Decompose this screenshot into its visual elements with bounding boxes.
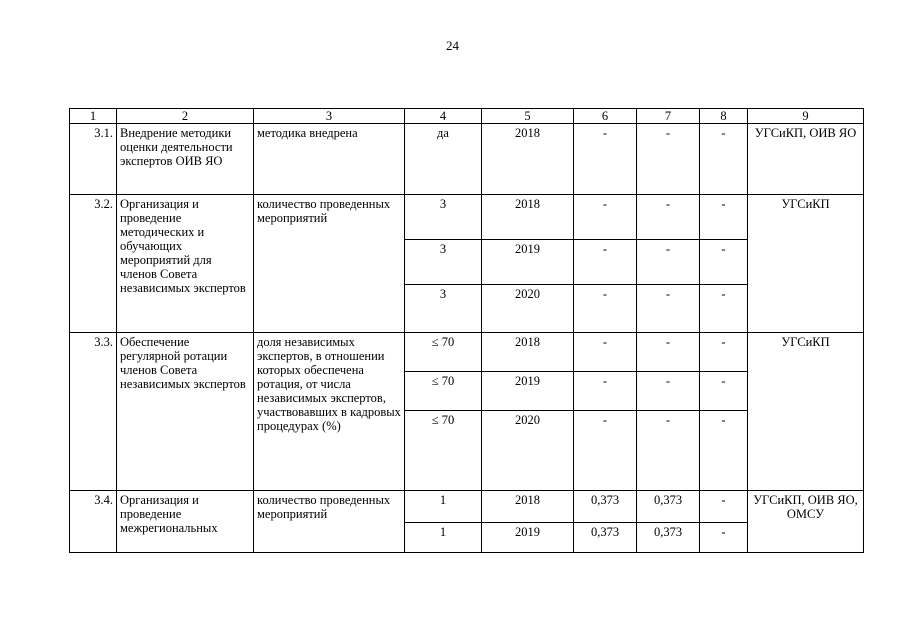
value-cell: - <box>637 372 700 411</box>
value-cell: - <box>637 333 700 372</box>
value-cell: - <box>700 411 748 491</box>
year-cell: 2020 <box>482 285 574 333</box>
value-cell: - <box>637 240 700 285</box>
row-number: 3.4. <box>70 491 117 553</box>
year-cell: 2019 <box>482 523 574 553</box>
table-row <box>70 124 864 195</box>
header-cell: 2 <box>117 109 254 124</box>
value-cell: - <box>700 333 748 372</box>
header-cell: 1 <box>70 109 117 124</box>
header-cell: 9 <box>748 109 864 124</box>
value-cell: - <box>700 372 748 411</box>
value-cell: 0,373 <box>637 523 700 553</box>
year-cell: 2019 <box>482 240 574 285</box>
year-cell: 2018 <box>482 491 574 523</box>
activity-cell: Организация и проведение межрегиональных <box>117 491 254 553</box>
target-cell: 1 <box>405 491 482 523</box>
target-cell: 3 <box>405 195 482 240</box>
value-cell: - <box>637 411 700 491</box>
value-cell: - <box>700 523 748 553</box>
activity-cell: Организация и проведение методических и обучающих мероприятий для членов Совета независимых экспертов <box>117 195 254 333</box>
value-cell: 0,373 <box>574 523 637 553</box>
value-cell: - <box>700 124 748 195</box>
target-cell: да <box>405 124 482 195</box>
header-cell: 3 <box>254 109 405 124</box>
value-cell: - <box>574 333 637 372</box>
table-header-row <box>70 109 864 124</box>
value-cell: - <box>574 195 637 240</box>
measures-table <box>69 108 864 553</box>
target-cell: 1 <box>405 523 482 553</box>
row-number: 3.1. <box>70 124 117 195</box>
value-cell: - <box>700 240 748 285</box>
value-cell: - <box>574 372 637 411</box>
page-number: 24 <box>446 38 459 53</box>
value-cell: - <box>700 491 748 523</box>
target-cell: ≤ 70 <box>405 372 482 411</box>
header-cell: 7 <box>637 109 700 124</box>
indicator-cell: доля независимых экспертов, в отношении которых обеспечена ротация, от числа независимых экспертов, участвовавших в кадровых процедурах (%) <box>254 333 405 491</box>
year-cell: 2018 <box>482 195 574 240</box>
indicator-cell: методика внедрена <box>254 124 405 195</box>
target-cell: ≤ 70 <box>405 411 482 491</box>
value-cell: - <box>574 285 637 333</box>
target-cell: ≤ 70 <box>405 333 482 372</box>
header-cell: 8 <box>700 109 748 124</box>
year-cell: 2018 <box>482 333 574 372</box>
header-cell: 4 <box>405 109 482 124</box>
header-cell: 6 <box>574 109 637 124</box>
activity-cell: Внедрение методики оценки деятельности экспертов ОИВ ЯО <box>117 124 254 195</box>
year-cell: 2018 <box>482 124 574 195</box>
year-cell: 2020 <box>482 411 574 491</box>
year-cell: 2019 <box>482 372 574 411</box>
value-cell: - <box>637 285 700 333</box>
indicator-cell: количество проведенных мероприятий <box>254 195 405 333</box>
value-cell: - <box>637 124 700 195</box>
executor-cell: УГСиКП <box>748 333 864 491</box>
row-number: 3.2. <box>70 195 117 333</box>
indicator-cell: количество проведенных мероприятий <box>254 491 405 553</box>
target-cell: 3 <box>405 240 482 285</box>
executor-cell: УГСиКП, ОИВ ЯО, ОМСУ <box>748 491 864 553</box>
table-row <box>70 333 864 372</box>
value-cell: - <box>574 411 637 491</box>
table-row <box>70 195 864 240</box>
activity-cell: Обеспечение регулярной ротации членов Совета независимых экспертов <box>117 333 254 491</box>
value-cell: - <box>574 124 637 195</box>
value-cell: 0,373 <box>574 491 637 523</box>
value-cell: - <box>700 195 748 240</box>
header-cell: 5 <box>482 109 574 124</box>
value-cell: - <box>574 240 637 285</box>
value-cell: - <box>700 285 748 333</box>
row-number: 3.3. <box>70 333 117 491</box>
target-cell: 3 <box>405 285 482 333</box>
value-cell: 0,373 <box>637 491 700 523</box>
executor-cell: УГСиКП <box>748 195 864 333</box>
table-row <box>70 491 864 523</box>
executor-cell: УГСиКП, ОИВ ЯО <box>748 124 864 195</box>
value-cell: - <box>637 195 700 240</box>
